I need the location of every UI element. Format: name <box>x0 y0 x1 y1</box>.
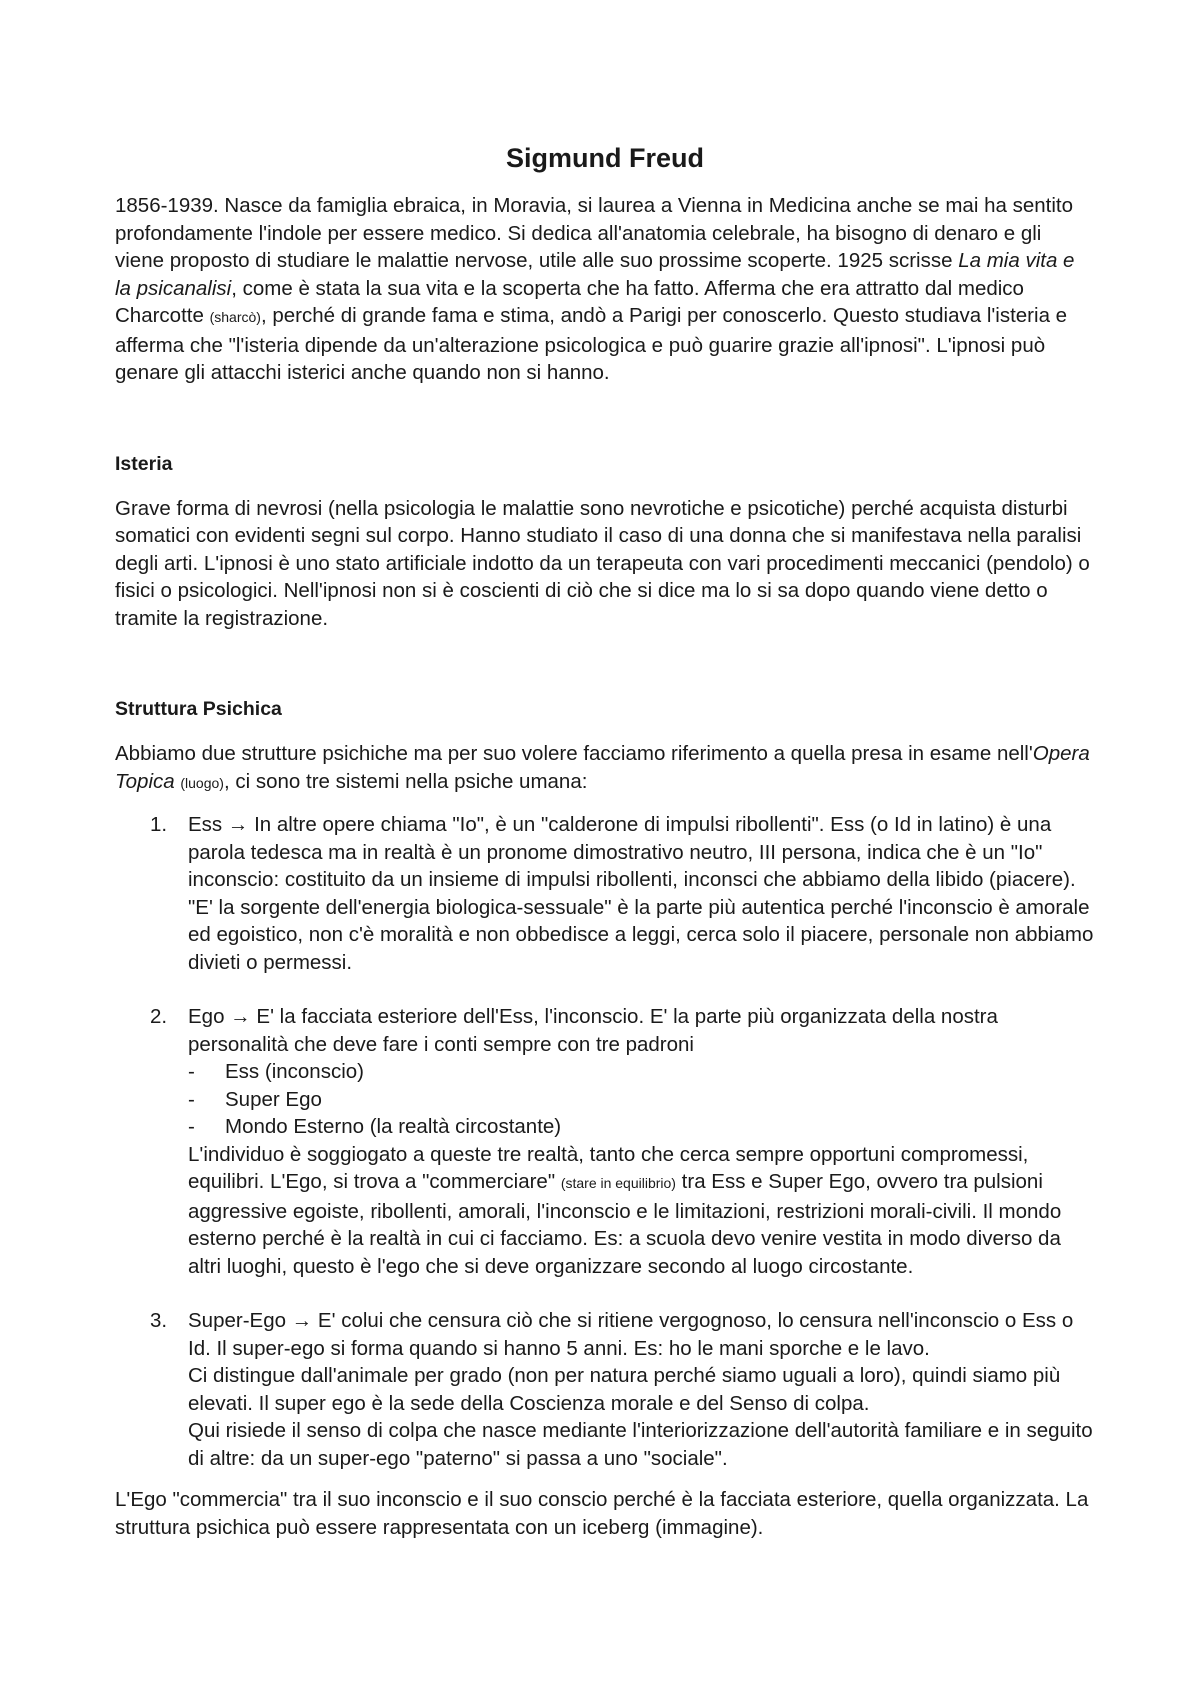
opera-topica: Opera Topica <box>115 742 1090 793</box>
item-text: E' la facciata esteriore dell'Ess, l'inconscio. E' la parte più organizzata della nostra personalità che deve fare i conti sempre con tre padroni <box>188 1005 998 1056</box>
document-title: Sigmund Freud <box>506 143 704 173</box>
ego-after-text-1: L'individuo è soggiogato a queste tre realtà, tanto che cerca sempre opportuni compromessi, equilibri. L'Ego, si trova a "commerciare" <box>188 1142 1029 1193</box>
isteria-paragraph: Grave forma di nevrosi (nella psicologia le malattie sono nevrotiche e psicotiche) perché acquista disturbi somatici con evidenti segni sul corpo. Hanno studiato il caso di una donna che si manifestava nella paralisi degli arti. L'ipnosi è uno stato artificiale indotto da un terapeuta con vari procedimenti meccanici (pendolo) o fisici o psicologici. Nell'ipnosi non si è coscienti di ciò che si dice ma lo si sa dopo quando viene detto o tramite la registrazione. <box>115 496 1090 630</box>
intro-text-2: , come è stata la sua vita e la scoperta che ha fatto. Afferma che era attratto dal medico Charcotte <box>115 276 1024 327</box>
document-content <box>115 140 1095 1541</box>
list-item-ess <box>115 811 1095 976</box>
item-text: E' colui che censura ciò che si ritiene vergognoso, lo censura nell'inconscio o Ess o Id. Il super-ego si forma quando si hanno 5 anni. Es: ho le mani sporche e le lavo. <box>188 1309 1074 1360</box>
item-name: Ego <box>188 1005 225 1028</box>
struttura-intro <box>115 740 1095 797</box>
item-text-line-3: Qui risiede il senso di colpa che nasce mediante l'interiorizzazione dell'autorità familiare e in seguito di altre: da un super-ego "paterno" si passa a uno "sociale". <box>188 1419 1093 1470</box>
pronunciation-note: (sharcò) <box>209 309 261 325</box>
intro-text-3: , perché di grande fama e stima, andò a Parigi per conoscerlo. Questo studiava l'isteria e afferma che "l'isteria dipende da un'alterazione psicologica e può guarire grazie all'ipnosi". L'ipnosi può genare gli attacchi isterici anche quando non si hanno. <box>115 304 1068 384</box>
isteria-heading: Isteria <box>115 452 173 475</box>
item-name: Ess <box>188 813 223 836</box>
psyche-list <box>115 811 1095 1472</box>
list-number: 2. <box>150 1005 168 1028</box>
list-item <box>188 1058 1095 1086</box>
struttura-intro-text-1: Abbiamo due strutture psichiche ma per suo volere facciamo riferimento a quella presa in esame nell' <box>115 742 1033 765</box>
subitem-text: Mondo Esterno (la realtà circostante) <box>225 1115 562 1138</box>
arrow-icon: → <box>230 1005 251 1028</box>
intro-paragraph <box>115 192 1095 387</box>
equilibrio-note: (stare in equilibrio) <box>560 1175 676 1191</box>
dash-bullet: - <box>188 1115 195 1138</box>
intro-text-1: 1856-1939. Nasce da famiglia ebraica, in Moravia, si laurea a Vienna in Medicina anche se mai ha sentito profondamente l'indole per essere medico. Si dedica all'anatomia celebrale, ha bisogno di denaro e gli viene proposto di studiare le malattie nervose, utile alle suo prossime scoperte. 1925 scrisse <box>115 194 1073 272</box>
list-item-super-ego <box>115 1307 1095 1472</box>
dash-bullet: - <box>188 1087 195 1111</box>
struttura-intro-text-2: , ci sono tre sistemi nella psiche umana: <box>223 769 588 793</box>
struttura-heading: Struttura Psichica <box>115 698 282 720</box>
padroni-list <box>188 1058 1095 1141</box>
book-title: La mia vita e la psicanalisi <box>115 249 1075 300</box>
subitem-text: Super Ego <box>225 1087 322 1111</box>
closing-paragraph: L'Ego "commercia" tra il suo inconscio e il suo conscio perché è la facciata esteriore, quella organizzata. La struttura psichica può essere rappresentata con un iceberg (immagine). <box>115 1488 1089 1539</box>
item-text: In altre opere chiama "Io", è un "calderone di impulsi ribollenti". Ess (o Id in latino) è una parola tedesca ma in realtà è un pronome dimostrativo neutro, III persona, indica che è un "Io" inconscio: costituito da un insieme di impulsi ribollenti, inconsci che abbiamo della libido (piacere). "E' la sorgente dell'energia biologica-sessuale" è la parte più autentica perché l'inconscio è amorale ed egoistico, non c'è moralità e non obbedisce a leggi, cerca solo il piacere, personale non abbiamo divieti o permessi. <box>188 813 1094 974</box>
item-text-line-2: Ci distingue dall'animale per grado (non per natura perché siamo uguali a loro), quindi siamo più elevati. Il super ego è la sede della Coscienza morale e del Senso di colpa. <box>188 1364 1061 1415</box>
subitem-text: Ess (inconscio) <box>225 1060 364 1083</box>
arrow-icon: → <box>291 1309 313 1332</box>
list-item <box>188 1113 1095 1141</box>
dash-bullet: - <box>188 1060 195 1083</box>
list-item-ego <box>115 1003 1095 1280</box>
list-number: 1. <box>150 813 168 836</box>
item-name: Super-Ego <box>188 1309 287 1332</box>
ego-after-text-2: tra Ess e Super Ego, ovvero tra pulsioni aggressive egoiste, ribollenti, amorali, l'inconscio e le limitazioni, restrizioni morali-civili. Il mondo esterno perché è la realtà in cui ci facciamo. Es: a scuola devo venire vestita in modo diverso da altri luoghi, questo è l'ego che si deve organizzare secondo al luogo circostante. <box>188 1170 1062 1278</box>
list-item <box>188 1086 1095 1114</box>
list-number: 3. <box>150 1309 168 1332</box>
arrow-icon: → <box>227 813 249 836</box>
luogo-note: (luogo) <box>180 774 224 791</box>
